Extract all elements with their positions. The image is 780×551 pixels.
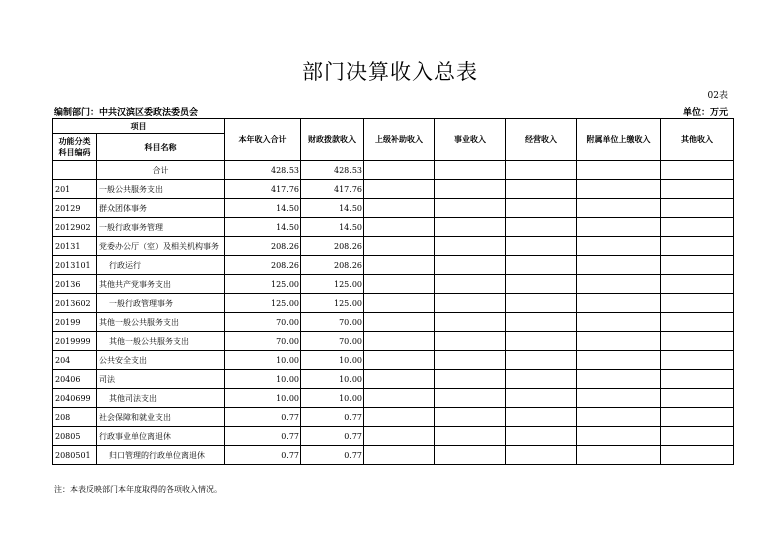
cell-empty — [364, 256, 435, 275]
cell-code: 201 — [53, 180, 97, 199]
cell-total: 428.53 — [225, 161, 301, 180]
table-row — [53, 446, 734, 465]
cell-name: 一般公共服务支出 — [97, 180, 225, 199]
cell-empty — [577, 218, 661, 237]
cell-fiscal: 70.00 — [301, 313, 364, 332]
cell-code: 2040699 — [53, 389, 97, 408]
cell-empty — [506, 370, 577, 389]
cell-empty — [577, 332, 661, 351]
cell-empty — [506, 389, 577, 408]
header-col: 财政拨款收入 — [301, 119, 364, 161]
cell-empty — [506, 199, 577, 218]
cell-code: 20406 — [53, 370, 97, 389]
cell-total: 10.00 — [225, 370, 301, 389]
cell-total: 0.77 — [225, 427, 301, 446]
cell-empty — [661, 389, 734, 408]
table-row — [53, 294, 734, 313]
cell-empty — [435, 275, 506, 294]
cell-empty — [577, 351, 661, 370]
table-row — [53, 161, 734, 180]
cell-total: 10.00 — [225, 389, 301, 408]
cell-code: 2080501 — [53, 446, 97, 465]
cell-name: 一般行政管理事务 — [97, 294, 225, 313]
cell-empty — [364, 218, 435, 237]
cell-code: 2019999 — [53, 332, 97, 351]
cell-empty — [506, 446, 577, 465]
cell-empty — [577, 294, 661, 313]
cell-total: 70.00 — [225, 313, 301, 332]
cell-name: 其他司法支出 — [97, 389, 225, 408]
cell-fiscal: 0.77 — [301, 408, 364, 427]
cell-name: 司法 — [97, 370, 225, 389]
cell-empty — [435, 199, 506, 218]
cell-name: 行政事业单位离退休 — [97, 427, 225, 446]
cell-empty — [435, 446, 506, 465]
income-summary-table — [52, 118, 734, 465]
cell-fiscal: 10.00 — [301, 370, 364, 389]
cell-empty — [364, 161, 435, 180]
cell-empty — [364, 427, 435, 446]
cell-total: 208.26 — [225, 237, 301, 256]
cell-empty — [435, 294, 506, 313]
cell-code: 20805 — [53, 427, 97, 446]
cell-empty — [661, 218, 734, 237]
page-title: 部门决算收入总表 — [302, 60, 478, 84]
cell-total: 125.00 — [225, 275, 301, 294]
cell-code: 20136 — [53, 275, 97, 294]
cell-name: 其他共产党事务支出 — [97, 275, 225, 294]
cell-empty — [364, 237, 435, 256]
cell-name: 社会保障和就业支出 — [97, 408, 225, 427]
cell-code — [53, 161, 97, 180]
cell-total: 14.50 — [225, 218, 301, 237]
header-col: 经营收入 — [506, 119, 577, 161]
cell-empty — [435, 370, 506, 389]
cell-empty — [364, 313, 435, 332]
cell-empty — [435, 332, 506, 351]
cell-fiscal: 125.00 — [301, 275, 364, 294]
cell-code: 20129 — [53, 199, 97, 218]
cell-empty — [435, 218, 506, 237]
cell-fiscal: 417.76 — [301, 180, 364, 199]
cell-empty — [506, 180, 577, 199]
cell-empty — [364, 294, 435, 313]
cell-empty — [577, 275, 661, 294]
cell-empty — [364, 408, 435, 427]
cell-fiscal: 14.50 — [301, 199, 364, 218]
cell-empty — [364, 180, 435, 199]
cell-empty — [364, 199, 435, 218]
table-row — [53, 370, 734, 389]
cell-empty — [577, 446, 661, 465]
cell-empty — [506, 294, 577, 313]
cell-name: 归口管理的行政单位离退休 — [97, 446, 225, 465]
cell-name: 公共安全支出 — [97, 351, 225, 370]
footnote: 注：本表反映部门本年度取得的各项收入情况。 — [54, 485, 222, 494]
header-col: 其他收入 — [661, 119, 734, 161]
table-row — [53, 180, 734, 199]
cell-fiscal: 0.77 — [301, 427, 364, 446]
header-col: 事业收入 — [435, 119, 506, 161]
cell-name: 其他一般公共服务支出 — [97, 313, 225, 332]
table-row — [53, 351, 734, 370]
cell-name: 一般行政事务管理 — [97, 218, 225, 237]
cell-empty — [661, 237, 734, 256]
cell-total: 125.00 — [225, 294, 301, 313]
header-col: 附属单位上缴收入 — [577, 119, 661, 161]
cell-empty — [364, 370, 435, 389]
cell-empty — [435, 237, 506, 256]
cell-empty — [506, 351, 577, 370]
cell-empty — [661, 256, 734, 275]
cell-code: 2012902 — [53, 218, 97, 237]
cell-code: 2013602 — [53, 294, 97, 313]
cell-empty — [506, 237, 577, 256]
cell-empty — [435, 389, 506, 408]
cell-code: 204 — [53, 351, 97, 370]
cell-fiscal: 10.00 — [301, 351, 364, 370]
cell-empty — [661, 180, 734, 199]
table-row — [53, 408, 734, 427]
cell-empty — [661, 275, 734, 294]
cell-empty — [506, 161, 577, 180]
cell-code: 2013101 — [53, 256, 97, 275]
cell-empty — [364, 351, 435, 370]
cell-empty — [661, 446, 734, 465]
cell-fiscal: 0.77 — [301, 446, 364, 465]
cell-total: 70.00 — [225, 332, 301, 351]
unit-label: 单位：万元 — [682, 108, 728, 118]
cell-total: 0.77 — [225, 446, 301, 465]
table-body — [53, 161, 734, 465]
header-col: 本年收入合计 — [225, 119, 301, 161]
table-row — [53, 427, 734, 446]
cell-empty — [577, 180, 661, 199]
cell-empty — [506, 218, 577, 237]
form-number: 02表 — [707, 91, 728, 101]
cell-fiscal: 125.00 — [301, 294, 364, 313]
table-row — [53, 275, 734, 294]
header-code: 功能分类 科目编码 — [53, 134, 97, 161]
cell-empty — [435, 161, 506, 180]
cell-fiscal: 208.26 — [301, 256, 364, 275]
cell-total: 417.76 — [225, 180, 301, 199]
cell-empty — [435, 351, 506, 370]
cell-fiscal: 70.00 — [301, 332, 364, 351]
cell-empty — [577, 313, 661, 332]
table-row — [53, 237, 734, 256]
cell-empty — [661, 427, 734, 446]
cell-empty — [577, 370, 661, 389]
cell-fiscal: 10.00 — [301, 389, 364, 408]
cell-name: 其他一般公共服务支出 — [97, 332, 225, 351]
cell-empty — [364, 389, 435, 408]
cell-name: 行政运行 — [97, 256, 225, 275]
cell-empty — [577, 256, 661, 275]
table-row — [53, 389, 734, 408]
cell-total: 208.26 — [225, 256, 301, 275]
cell-fiscal: 428.53 — [301, 161, 364, 180]
cell-empty — [435, 313, 506, 332]
cell-code: 20131 — [53, 237, 97, 256]
cell-empty — [661, 313, 734, 332]
cell-fiscal: 14.50 — [301, 218, 364, 237]
cell-empty — [506, 275, 577, 294]
header-name: 科目名称 — [97, 134, 225, 161]
table-row — [53, 218, 734, 237]
table-row — [53, 313, 734, 332]
cell-empty — [364, 332, 435, 351]
cell-empty — [661, 199, 734, 218]
cell-empty — [506, 256, 577, 275]
header-item: 项目 — [53, 119, 225, 134]
cell-empty — [506, 332, 577, 351]
table-row — [53, 199, 734, 218]
department-label: 编制部门：中共汉滨区委政法委员会 — [54, 108, 199, 118]
header-col: 上级补助收入 — [364, 119, 435, 161]
cell-empty — [577, 237, 661, 256]
cell-empty — [435, 256, 506, 275]
cell-empty — [364, 446, 435, 465]
cell-empty — [661, 351, 734, 370]
cell-total: 10.00 — [225, 351, 301, 370]
cell-empty — [577, 389, 661, 408]
cell-empty — [577, 427, 661, 446]
cell-empty — [577, 408, 661, 427]
cell-empty — [661, 370, 734, 389]
cell-empty — [661, 294, 734, 313]
cell-empty — [435, 427, 506, 446]
cell-name: 群众团体事务 — [97, 199, 225, 218]
cell-empty — [506, 313, 577, 332]
cell-total: 14.50 — [225, 199, 301, 218]
cell-total: 0.77 — [225, 408, 301, 427]
cell-empty — [435, 180, 506, 199]
cell-empty — [364, 275, 435, 294]
cell-empty — [506, 427, 577, 446]
cell-empty — [577, 199, 661, 218]
cell-empty — [661, 161, 734, 180]
table-row — [53, 256, 734, 275]
cell-empty — [506, 408, 577, 427]
cell-name: 合计 — [97, 161, 225, 180]
cell-name: 党委办公厅（室）及相关机构事务 — [97, 237, 225, 256]
cell-empty — [435, 408, 506, 427]
cell-empty — [661, 408, 734, 427]
cell-empty — [577, 161, 661, 180]
table-row — [53, 332, 734, 351]
cell-empty — [661, 332, 734, 351]
cell-fiscal: 208.26 — [301, 237, 364, 256]
cell-code: 208 — [53, 408, 97, 427]
cell-code: 20199 — [53, 313, 97, 332]
